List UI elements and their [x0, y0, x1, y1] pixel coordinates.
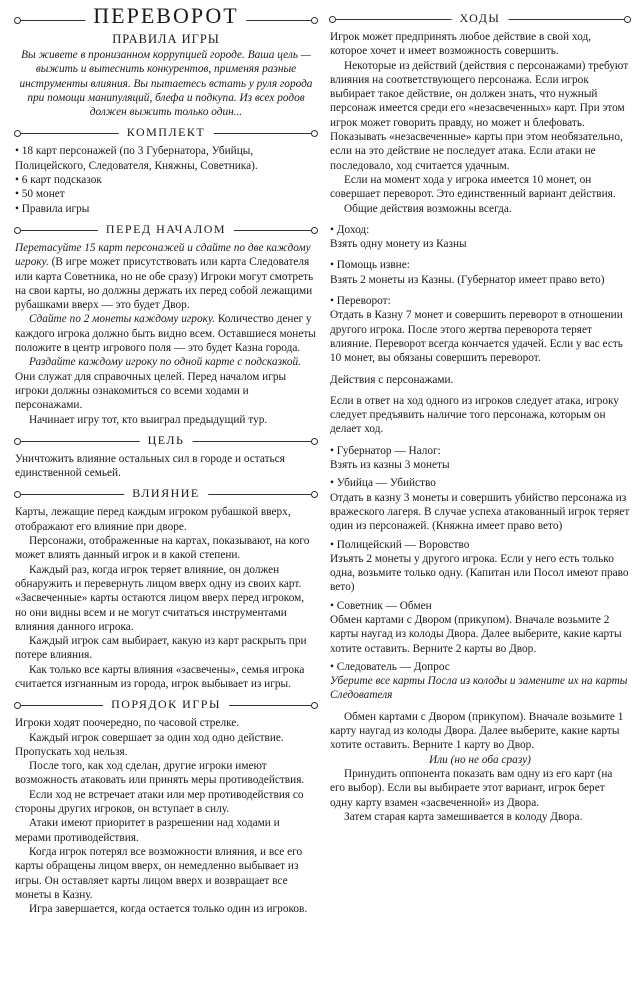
action-text: Отдать в Казну 7 монет и совершить переворот в отношении другого игрока. После этого жертва переворота теряет влияние. Переворот всегда кончается удачей. Если у вас есть 10 монет, вы обязаны совершить переворот. [330, 309, 623, 365]
action-text: Затем старая карта замешивается в колоду Двора. [344, 810, 583, 823]
moves-header [330, 10, 630, 28]
list-item: • 18 карт персонажей (по 3 Губернатора, Убийцы, Полицейского, Следователя, Княжны, Советника). [15, 145, 258, 172]
left-column [15, 0, 317, 916]
goal-text: Уничтожить влияние остальных сил в городе и остаться единственной семьей. [15, 452, 285, 480]
char-actions-intro: Если в ответ на ход одного из игроков следует атака, игроку следует предъявить наличие того персонажа, которым он делает ход. [330, 394, 619, 436]
section-title: ПОРЯДОК ИГРЫ [103, 697, 229, 712]
section-title: ХОДЫ [452, 11, 509, 26]
influence-paragraph: Каждый раз, когда игрок теряет влияние, он должен обнаружить и перевернуть лицом вверх одну из своих карт. «Засвеченные» карты остаются лицом вверх перед игроком, но они видны всем и не могут считаться инструментами влияния данного игрока. [15, 563, 305, 633]
intro-text: Вы живете в пронизанном коррупцией городе. Ваша цель — выжить и вытеснить конкурентов, применяя разные инструменты влияния. Вы пытаетесь встать у руля города при помощи манипуляций, блефа и подкупа. Из всех родов должен выжить только один... [19, 49, 313, 119]
moves-paragraph: Общие действия возможны всегда. [344, 202, 512, 215]
setup-paragraph [15, 355, 317, 412]
action-title: • Полицейский — Воровство [330, 538, 470, 551]
kit-list [15, 144, 317, 215]
ornament-dot-icon [624, 16, 631, 23]
setup-text: Количество денег у каждого игрока должно быть видно всем. Оставшиеся монеты положите в центр игрового поля — это будет Казна города. [15, 313, 316, 355]
influence-paragraph: Персонажи, отображенные на картах, показывают, на кого может влиять данный игрок и в какой степени. [15, 535, 310, 562]
setup-text: (В игре может присутствовать или карта Следователя или карта Советника, но не обе сразу) Игроки могут смотреть на свои карты, но должны держать их перед собой лежащими рубашками вверх — это будет Двор. [15, 256, 314, 312]
section-title: ВЛИЯНИЕ [124, 486, 208, 501]
list-item: • 50 монет [15, 188, 65, 201]
order-paragraph: Игроки ходят поочередно, по часовой стрелке. [15, 717, 240, 730]
ornament-dot-icon [14, 227, 21, 234]
action-text: Принудить оппонента показать вам одну из его карт (на его выбор). Если вы выбираете этот вариант, игрок берет одну карту взамен «засвеченной» из Двора. [330, 767, 613, 809]
setup-paragraph [15, 241, 317, 312]
action-text: Отдать в казну 3 монеты и совершить убийство персонажа из вражеского лагеря. В случае успеха атакованный игрок теряет один из персонажей. (Княжна имеет право вето) [330, 491, 630, 533]
ornament-dot-icon [14, 491, 21, 498]
order-paragraph: Если ход не встречает атаки или мер противодействия со стороны других игроков, он вступает в силу. [15, 788, 304, 816]
action-title: • Переворот: [330, 295, 391, 308]
influence-header [15, 485, 317, 503]
ornament-dot-icon [14, 702, 21, 709]
action-text: Взять одну монету из Казны [330, 238, 467, 251]
char-actions-title: Действия с персонажами. [330, 373, 454, 386]
action-or: Или (но не оба сразу) [429, 753, 531, 766]
action-text: Обмен картами с Двором (прикупом). Вначале возьмите 2 карты наугад из колоды Двора. Далее выберите, какие карты хотите оставить. Верните 2 карты во Двор. [330, 613, 622, 655]
order-paragraph: Игра завершается, когда остается только один из игроков. [29, 903, 308, 916]
action-text: Обмен картами с Двором (прикупом). Вначале возьмите 1 карту наугад из колоды Двора. Далее выберите, какие карты хотите оставить. Верните 1 карту во Двор. [330, 710, 624, 752]
action-text: Взять из казны 3 монеты [330, 459, 450, 472]
moves-paragraph: Если на момент хода у игрока имеется 10 монет, он совершает переворот. Это единственный вариант действия. [330, 173, 616, 201]
right-column [330, 0, 630, 824]
ornament-dot-icon [311, 227, 318, 234]
setup-paragraph: Начинает игру тот, кто выиграл предыдущий тур. [29, 413, 268, 426]
ornament-dot-icon [14, 130, 21, 137]
order-paragraph: Атаки имеют приоритет в разрешении над ходами и мерами противодействия. [15, 817, 280, 844]
ornament-dot-icon [14, 438, 21, 445]
action-note: Уберите все карты Посла из колоды и замените их на карты Следователя [330, 675, 628, 702]
section-title: ЦЕЛЬ [140, 433, 193, 448]
list-item: • 6 карт подсказок [15, 174, 102, 187]
action-title: • Доход: [330, 223, 370, 236]
rules-subtitle: ПРАВИЛА ИГРЫ [112, 32, 220, 46]
order-paragraph: Каждый игрок совершает за один ход одно действие. Пропускать ход нельзя. [15, 731, 284, 758]
setup-emphasis: Перетасуйте 15 карт персонажей и сдайте по две каждому игроку. [15, 241, 311, 269]
section-title: КОМПЛЕКТ [119, 125, 214, 140]
setup-emphasis: Раздайте каждому игроку по одной карте с подсказкой. [29, 356, 301, 369]
order-paragraph: После того, как ход сделан, другие игроки имеют возможность атаковать или принять меры противодействия. [15, 760, 305, 787]
action-text: Изъять 2 монеты у другого игрока. Если у него есть только одна, возьмите только одну. (Капитан или Посол имеют право вето) [330, 552, 629, 594]
ornament-dot-icon [329, 16, 336, 23]
action-title: • Губернатор — Налог: [330, 444, 441, 457]
page-title: ПЕРЕВОРОТ [85, 3, 246, 29]
title-header [15, 3, 317, 30]
kit-header [15, 124, 317, 142]
order-header [15, 696, 317, 714]
ornament-dot-icon [311, 438, 318, 445]
ornament-dot-icon [311, 702, 318, 709]
action-title: • Убийца — Убийство [330, 477, 436, 490]
setup-text: Они служат для справочных целей. Перед началом игры игроки должны ознакомиться со всеми ходами и персонажами. [15, 370, 287, 412]
influence-paragraph: Карты, лежащие перед каждым игроком рубашкой вверх, отображают его влияние при дворе. [15, 506, 291, 533]
influence-paragraph: Каждый игрок сам выбирает, какую из карт раскрыть при потере влияния. [15, 635, 307, 662]
ornament-dot-icon [14, 17, 21, 24]
moves-paragraph: Игрок может предпринять любое действие в свой ход, которое хочет и имеет возможность совершить. [330, 31, 592, 58]
setup-header [15, 221, 317, 239]
setup-emphasis: Сдайте по 2 монеты каждому игроку. [29, 313, 216, 326]
setup-paragraph [15, 312, 317, 355]
action-title: • Помощь извне: [330, 259, 410, 272]
influence-paragraph: Как только все карты влияния «засвечены», семья игрока считается изгнанным из города, игрок выбывает из игры. [15, 663, 305, 690]
action-title: • Советник — Обмен [330, 599, 432, 612]
goal-header [15, 432, 317, 450]
ornament-dot-icon [311, 491, 318, 498]
moves-paragraph: Некоторые из действий (действия с персонажами) требуют влияния на соответствующего персонажа. Если игрок выбирает такое действие, он должен знать, что нужный персонаж имеется среди его «незасвеченных» карт. При этом игрок может говорить правду, но может и блефовать. Показывать «незасвеченные» карты при этом необязательно, если на это действие не последует атака. Если атаки не последовало, ход считается удачным. [330, 59, 629, 172]
ornament-dot-icon [311, 17, 318, 24]
action-title: • Следователь — Допрос [330, 660, 450, 673]
section-title: ПЕРЕД НАЧАЛОМ [98, 222, 234, 237]
order-paragraph: Когда игрок потерял все возможности влияния, и все его карты обращены лицом вверх, он немедленно выбывает из игры. Он оставляет карты лицом вверх и возвращает все монеты в Казну. [15, 845, 303, 901]
list-item: • Правила игры [15, 202, 90, 215]
action-text: Взять 2 монеты из Казны. (Губернатор имеет право вето) [330, 273, 605, 286]
ornament-dot-icon [311, 130, 318, 137]
